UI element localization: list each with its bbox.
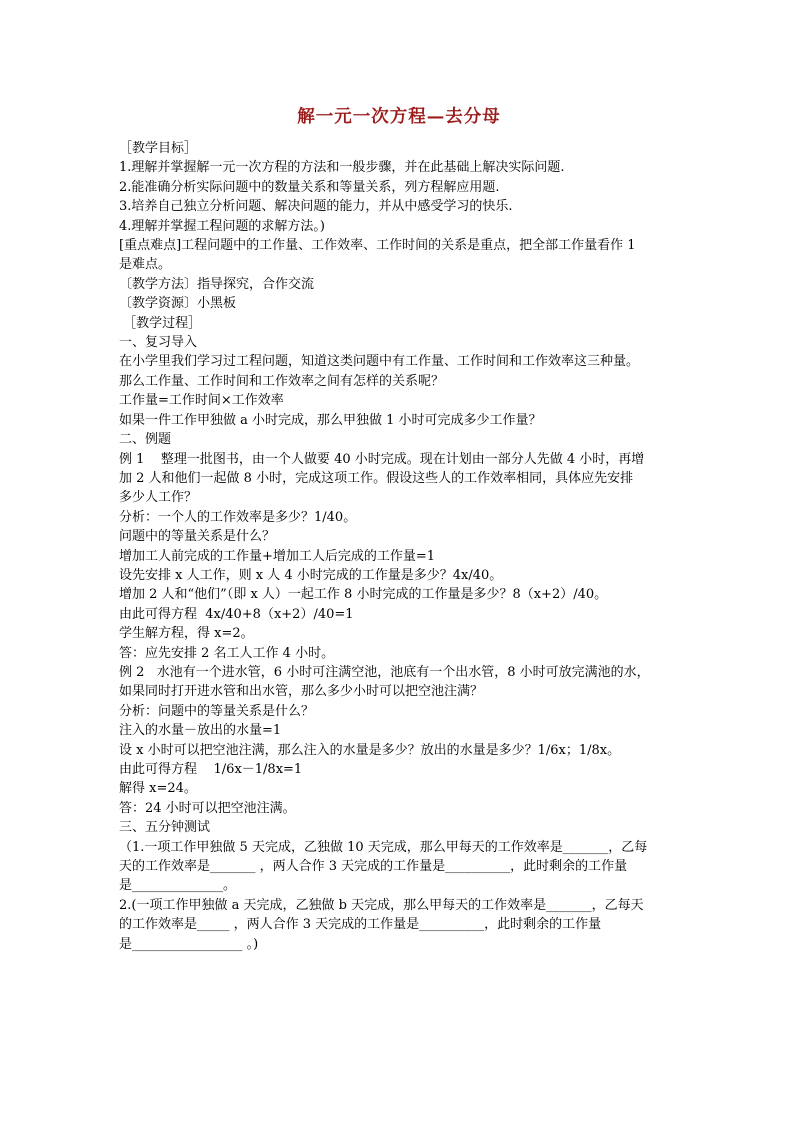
text-line: 那么工作量、工作时间和工作效率之间有怎样的关系呢？: [119, 373, 445, 389]
text-line: 是______________。: [119, 878, 237, 894]
text-line: 如果一件工作甲独做 a 小时完成，那么甲独做 1 小时可完成多少工作量？: [119, 412, 542, 428]
text-line: 天的工作效率是_______ ，两人合作 3 天完成的工作量是__________，此时剩余的工作量: [119, 859, 628, 875]
text-line: 增加 2 人和“他们”（即 x 人）一起工作 8 小时完成的工作量是多少？8（x+2）/40。: [119, 587, 608, 603]
text-line: 的工作效率是_____ ，两人合作 3 天完成的工作量是__________，此时剩余的工作量: [119, 917, 602, 933]
text-line: 答：24 小时可以把空池注满。: [119, 800, 296, 816]
text-line: 3.培养自己独立分析问题、解决问题的能力，并从中感受学习的快乐.: [119, 199, 513, 215]
text-line: 4.理解并掌握工程问题的求解方法。): [119, 218, 325, 234]
text-line: ［教学过程］: [119, 315, 202, 331]
text-line: 分析：一个人的工作效率是多少？1/40。: [119, 509, 357, 525]
document-body: [119, 139, 679, 954]
text-line: 增加工人前完成的工作量+增加工人后完成的工作量=1: [119, 548, 436, 564]
text-line: 设 x 小时可以把空池注满，那么注入的水量是多少？放出的水量是多少？1/6x；1/8x。: [119, 742, 621, 758]
text-line: 二、例题: [119, 432, 172, 448]
text-line: 设先安排 x 人工作，则 x 人 4 小时完成的工作量是多少？4x/40。: [119, 567, 503, 583]
text-line: 一、复习导入: [119, 335, 198, 351]
document-title: 解一元一次方程—去分母: [297, 107, 501, 127]
text-line: （1.一项工作甲独做 5 天完成，乙独做 10 天完成，那么甲每天的工作效率是_______，乙每: [119, 839, 648, 855]
text-line: 2.能准确分析实际问题中的数量关系和等量关系，列方程解应用题.: [119, 179, 500, 195]
text-line: 是_________________ 。): [119, 936, 259, 952]
text-line: 由此可得方程 1/6x－1/8x=1: [119, 762, 303, 777]
text-line: 1.理解并掌握解一元一次方程的方法和一般步骤，并在此基础上解决实际问题.: [119, 160, 565, 176]
text-line: 注入的水量－放出的水量=1: [119, 723, 282, 739]
text-line: 由此可得方程 4x/40+8（x+2）/40=1: [119, 606, 354, 622]
text-line: 如果同时打开进水管和出水管，那么多少小时可以把空池注满？: [119, 684, 484, 700]
text-line: 学生解方程，得 x=2。: [119, 626, 254, 642]
text-line: ［教学目标］: [119, 141, 198, 156]
text-line: 工作量=工作时间×工作效率: [119, 393, 284, 409]
text-line: 加 2 人和他们一起做 8 小时，完成这项工作。假设这些人的工作效率相同，具体应先安排: [119, 470, 634, 486]
text-line: 例 2 水池有一个进水管，6 小时可注满空池，池底有一个出水管，8 小时可放完满池的水，: [119, 664, 650, 680]
text-line: 解得 x=24。: [119, 781, 197, 797]
text-line: 三、五分钟测试: [119, 820, 211, 836]
text-line: 〔教学资源〕小黑板: [119, 296, 237, 312]
text-line: 是难点。: [119, 257, 172, 273]
text-line: 问题中的等量关系是什么？: [119, 529, 276, 545]
text-line: 在小学里我们学习过工程问题，知道这类问题中有工作量、工作时间和工作效率这三种量。: [119, 354, 640, 370]
text-line: 例 1 整理一批图书，由一个人做要 40 小时完成。现在计划由一部分人先做 4 小时，再增: [119, 451, 645, 467]
text-line: 〔教学方法〕指导探究，合作交流: [119, 276, 315, 292]
text-line: [重点难点]工程问题中的工作量、工作效率、工作时间的关系是重点，把全部工作量看作 1: [119, 238, 636, 254]
document-page: [119, 104, 679, 954]
text-line: 分析：问题中的等量关系是什么？: [119, 703, 315, 719]
text-line: 多少人工作？: [119, 490, 198, 506]
text-line: 答：应先安排 2 名工人工作 4 小时。: [119, 645, 335, 661]
text-line: 2.(一项工作甲独做 a 天完成，乙独做 b 天完成，那么甲每天的工作效率是_______，乙每天: [119, 897, 644, 913]
